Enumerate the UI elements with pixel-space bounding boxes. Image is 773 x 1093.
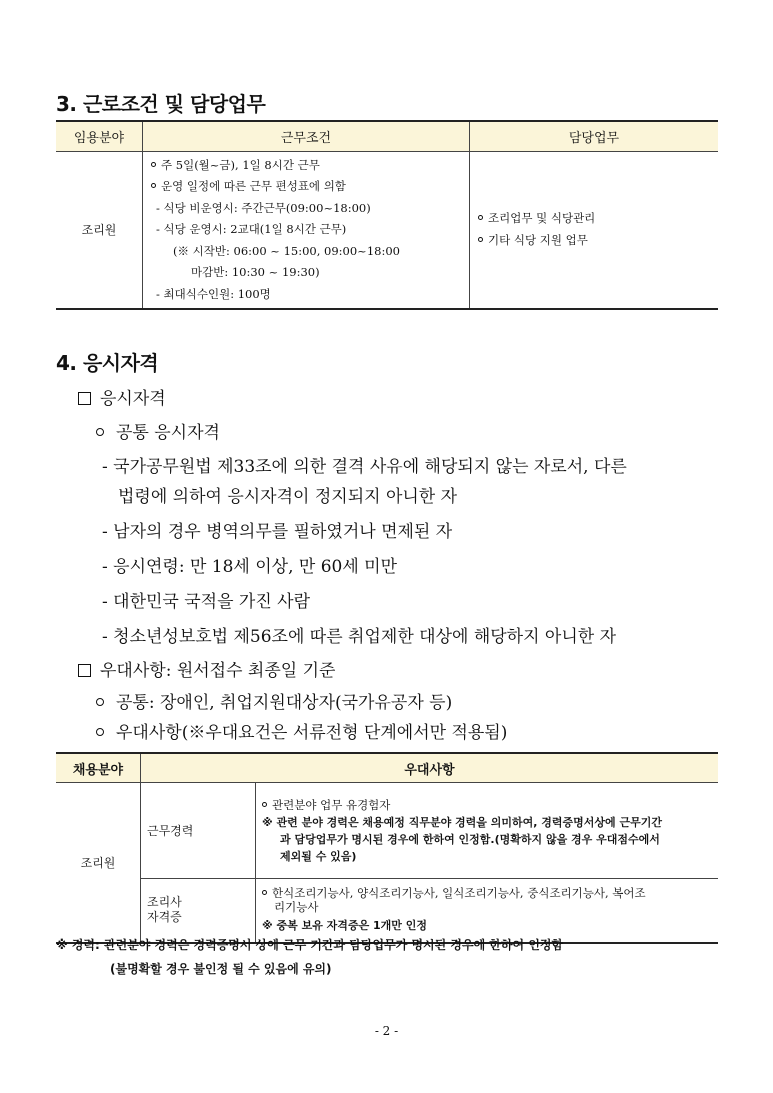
condition-line: - 식당 운영시: 2교대(1일 8시간 근무) <box>156 222 347 236</box>
field-cell: 조리원 <box>56 152 143 309</box>
bullet-icon <box>262 890 267 895</box>
checkbox-square-icon <box>78 664 91 677</box>
pref-category-cell: 근무경력 <box>141 783 256 879</box>
circle-bullet-icon <box>96 698 104 706</box>
duty-line: 조리업무 및 식당관리 <box>478 208 718 230</box>
section4-title: 4. 응시자격 <box>56 351 159 375</box>
pref-header-preference: 우대사항 <box>141 753 719 783</box>
circle-bullet-icon <box>96 728 104 736</box>
pref-note: ※ 중복 보유 자격증은 1개만 인정 <box>262 919 428 933</box>
bullet-icon <box>478 215 483 220</box>
condition-line: 운영 일정에 따른 근무 편성표에 의함 <box>151 176 469 198</box>
sub-heading-qualification: 응시자격 <box>78 388 166 410</box>
pref-item: 한식조리기능사, 양식조리기능사, 일식조리기능사, 중식조리기능사, 복어조 <box>262 886 712 900</box>
page-number: - 2 - <box>374 1024 399 1038</box>
bullet-icon <box>151 162 156 167</box>
condition-line: - 식당 비운영시: 주간근무(09:00~18:00) <box>156 200 371 215</box>
pref-detail-cell <box>256 783 719 879</box>
circle-bullet-icon <box>96 428 104 436</box>
preference-common: 공통: 장애인, 취업지원대상자(국가유공자 등) <box>96 692 452 714</box>
qualification-item: 법령에 의하여 응시자격이 정지되지 아니한 자 <box>118 487 458 507</box>
bullet-icon <box>151 183 156 188</box>
preference-note: 우대사항(※우대요건은 서류전형 단계에서만 적용됨) <box>96 722 507 744</box>
pref-header-field: 채용분야 <box>56 753 141 783</box>
qualification-item: - 응시연령: 만 18세 이상, 만 60세 미만 <box>102 557 398 577</box>
sub-heading-preference: 우대사항: 원서접수 최종일 기준 <box>78 660 335 682</box>
preference-table <box>56 752 718 944</box>
qualification-item: - 대한민국 국적을 가진 사람 <box>102 592 311 612</box>
pref-field-cell: 조리원 <box>56 783 141 943</box>
pref-item: 리기능사 <box>274 900 319 915</box>
pref-note: ※ 관련 분야 경력은 채용예정 직무분야 경력을 의미하여, 경력증명서상에 근무기간 <box>262 816 662 829</box>
footnote-line: ※ 경력: 관련분야 경력은 경력증명서 상에 근무 기간과 담당업무가 명시된 경우에 한하여 인정함 <box>56 938 564 952</box>
pref-note: 제외될 수 있음) <box>280 850 357 863</box>
condition-line: - 최대식수인원: 100명 <box>156 286 271 301</box>
pref-note: 과 담당업무가 명시된 경우에 한하여 인정함.(명확하지 않을 경우 우대점수에서 <box>280 833 660 846</box>
conditions-cell <box>143 152 470 309</box>
checkbox-square-icon <box>78 392 91 405</box>
condition-line: 마감반: 10:30 ~ 19:30) <box>191 265 320 279</box>
bullet-icon <box>262 802 267 807</box>
pref-item: 관련분야 업무 유경험자 <box>262 796 712 814</box>
pref-category-cell: 조리사 자격증 <box>141 879 256 943</box>
pref-detail-cell <box>256 879 719 943</box>
condition-line: (※ 시작반: 06:00 ~ 15:00, 09:00~18:00 <box>173 243 400 258</box>
duty-line: 기타 식당 지원 업무 <box>478 230 718 252</box>
duties-cell <box>470 152 719 309</box>
qualification-item: - 남자의 경우 병역의무를 필하였거나 면제된 자 <box>102 522 453 542</box>
table-header-field: 임용분야 <box>56 121 143 152</box>
qualification-item: - 국가공무원법 제33조에 의한 결격 사유에 해당되지 않는 자로서, 다른 <box>102 457 627 477</box>
footnote-line: (불명확할 경우 불인정 될 수 있음에 유의) <box>110 962 332 976</box>
table-header-conditions: 근무조건 <box>143 121 470 152</box>
bullet-icon <box>478 237 483 242</box>
work-conditions-table <box>56 120 718 310</box>
condition-line: 주 5일(월~금), 1일 8시간 근무 <box>151 155 469 177</box>
section3-title: 3. 근로조건 및 담당업무 <box>56 92 266 116</box>
common-qualification: 공통 응시자격 <box>96 422 220 444</box>
qualification-item: - 청소년성보호법 제56조에 따른 취업제한 대상에 해당하지 아니한 자 <box>102 627 616 647</box>
table-header-duties: 담당업무 <box>470 121 719 152</box>
